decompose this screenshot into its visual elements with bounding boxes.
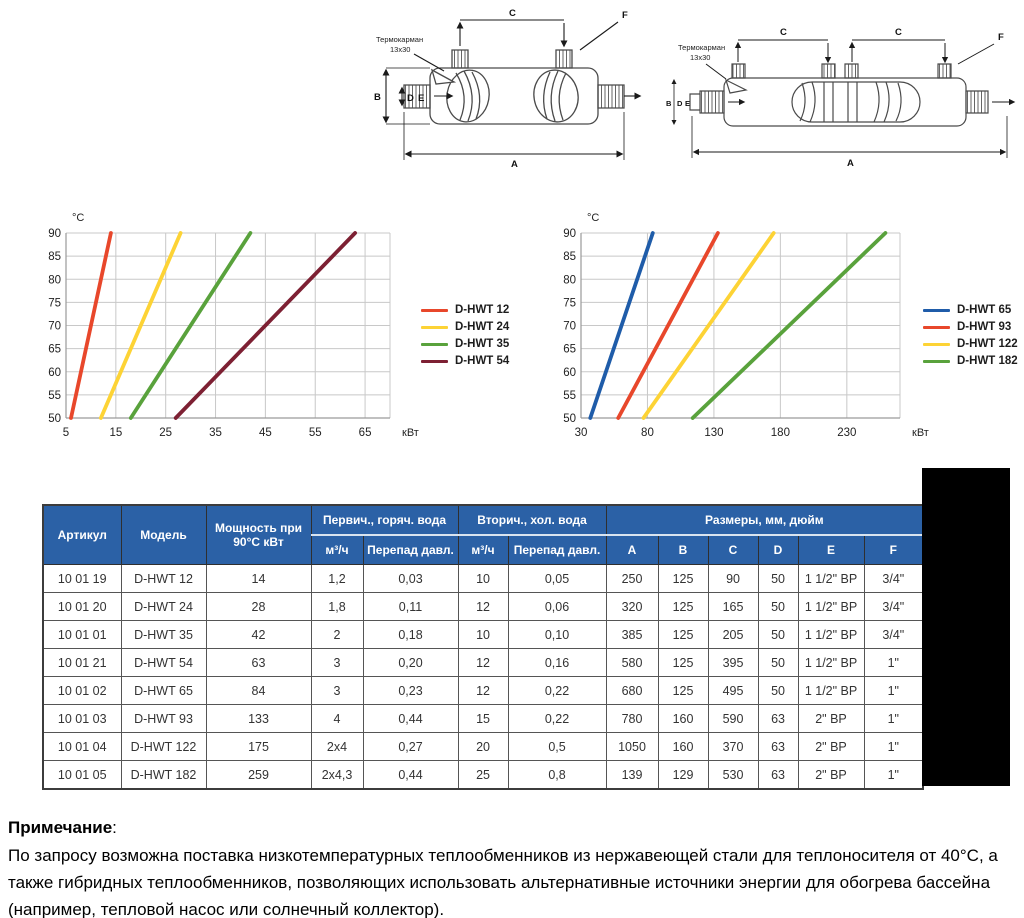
table-cell: 129	[658, 761, 708, 790]
col-header-article: Артикул	[43, 505, 121, 565]
svg-text:55: 55	[48, 389, 61, 402]
note-text: По запросу возможна поставка низкотемпературных теплообменников из нержавеющей стали для теплоносителя от 40°С, а также гибридных теплообменников, позволяющих использовать альтернативные источники энергии для обогрева бассейна (например, тепловой насос или солнечный коллектор).	[8, 846, 998, 918]
col-header-dimensions: Размеры, мм, дюйм	[606, 505, 923, 535]
thermowell-label: Термокарман	[678, 43, 726, 52]
svg-text:70: 70	[563, 320, 576, 333]
table-cell: 125	[658, 621, 708, 649]
legend-item	[923, 339, 1018, 349]
svg-text:35: 35	[209, 427, 222, 439]
table-cell: 2" ВР	[798, 733, 864, 761]
svg-text:°С: °С	[72, 212, 85, 224]
table-cell: 370	[708, 733, 758, 761]
svg-text:80: 80	[563, 274, 576, 287]
table-cell: 90	[708, 565, 758, 593]
svg-text:65: 65	[358, 427, 372, 439]
table-cell: 1 1/2" ВР	[798, 677, 864, 705]
note-colon: :	[112, 818, 117, 837]
svg-text:50: 50	[48, 413, 61, 425]
table-cell: 3	[311, 677, 363, 705]
vessel-body-drawing	[404, 50, 624, 125]
svg-text:75: 75	[48, 297, 61, 310]
performance-chart-small-models	[40, 203, 440, 443]
table-cell: 2	[311, 621, 363, 649]
col-header-flow-secondary: м³/ч	[458, 535, 508, 565]
legend-label: D-HWT 93	[957, 321, 1012, 333]
legend-line-sample	[421, 309, 448, 312]
table-cell: 495	[708, 677, 758, 705]
table-cell: 63	[758, 761, 798, 790]
svg-text:80: 80	[48, 274, 61, 287]
note-title: Примечание	[8, 818, 113, 837]
table-cell: 10 01 21	[43, 649, 121, 677]
col-header-d: D	[758, 535, 798, 565]
table-cell: D-HWT 182	[121, 761, 206, 790]
table-cell: 2" ВР	[798, 705, 864, 733]
table-cell: 205	[708, 621, 758, 649]
legend-line-sample	[923, 326, 950, 329]
table-cell: 20	[458, 733, 508, 761]
dim-label-b: B	[374, 92, 381, 103]
table-row	[43, 649, 923, 677]
table-cell: 63	[206, 649, 311, 677]
table-cell: 10	[458, 621, 508, 649]
table-cell: 3/4"	[864, 565, 923, 593]
table-cell: 0,22	[508, 677, 606, 705]
table-cell: 0,5	[508, 733, 606, 761]
dim-label-e: E	[418, 93, 425, 104]
dim-label-d: D	[677, 99, 683, 108]
table-cell: 3/4"	[864, 593, 923, 621]
legend-line-sample	[923, 309, 950, 312]
performance-chart-large-models	[555, 203, 955, 443]
table-row	[43, 761, 923, 790]
table-cell: 160	[658, 733, 708, 761]
col-header-e: E	[798, 535, 864, 565]
table-cell: 580	[606, 649, 658, 677]
table-cell: 125	[658, 565, 708, 593]
col-header-a: A	[606, 535, 658, 565]
table-cell: D-HWT 65	[121, 677, 206, 705]
table-cell: 1 1/2" ВР	[798, 649, 864, 677]
table-cell: 1"	[864, 733, 923, 761]
table-cell: 12	[458, 649, 508, 677]
table-row	[43, 677, 923, 705]
dim-label-c1: C	[780, 27, 787, 38]
redacted-area	[922, 468, 1010, 786]
table-cell: 0,20	[363, 649, 458, 677]
table-cell: 12	[458, 593, 508, 621]
table-cell: 42	[206, 621, 311, 649]
svg-text:кВт: кВт	[402, 427, 419, 439]
table-cell: 0,03	[363, 565, 458, 593]
table-cell: 0,11	[363, 593, 458, 621]
table-cell: 160	[658, 705, 708, 733]
table-cell: 10 01 19	[43, 565, 121, 593]
table-cell: 4	[311, 705, 363, 733]
table-cell: 50	[758, 593, 798, 621]
dim-label-a: A	[511, 159, 518, 170]
legend-label: D-HWT 65	[957, 304, 1012, 316]
table-cell: 10 01 20	[43, 593, 121, 621]
table-cell: 15	[458, 705, 508, 733]
legend-label: D-HWT 54	[455, 355, 510, 367]
table-cell: 25	[458, 761, 508, 790]
table-cell: 680	[606, 677, 658, 705]
legend-item	[421, 356, 509, 366]
svg-text:230: 230	[837, 427, 857, 439]
svg-text:60: 60	[48, 366, 61, 379]
table-cell: 0,44	[363, 761, 458, 790]
legend-item	[923, 305, 1018, 315]
table-cell: 385	[606, 621, 658, 649]
dim-label-a: A	[847, 158, 854, 169]
table-cell: 14	[206, 565, 311, 593]
svg-text:180: 180	[770, 427, 790, 439]
table-cell: 2" ВР	[798, 761, 864, 790]
table-row	[43, 565, 923, 593]
table-cell: 1"	[864, 705, 923, 733]
svg-text:60: 60	[563, 366, 576, 379]
table-cell: 10 01 01	[43, 621, 121, 649]
table-cell: 590	[708, 705, 758, 733]
table-cell: 175	[206, 733, 311, 761]
dim-label-d: D	[407, 93, 414, 104]
table-cell: 2x4,3	[311, 761, 363, 790]
heat-exchanger-diagram-long	[662, 22, 1022, 170]
spec-table	[42, 504, 924, 790]
table-cell: 139	[606, 761, 658, 790]
svg-text:кВт: кВт	[912, 427, 929, 439]
table-cell: 28	[206, 593, 311, 621]
table-cell: 2x4	[311, 733, 363, 761]
table-cell: 780	[606, 705, 658, 733]
table-cell: 0,06	[508, 593, 606, 621]
svg-text:90: 90	[48, 228, 61, 240]
dim-label-f: F	[622, 10, 628, 21]
table-cell: 320	[606, 593, 658, 621]
table-cell: 1"	[864, 677, 923, 705]
vessel-body-drawing	[690, 64, 988, 126]
legend-line-sample	[421, 360, 448, 363]
thermowell-size: 13х30	[690, 53, 711, 62]
table-cell: 1 1/2" ВР	[798, 565, 864, 593]
table-cell: 395	[708, 649, 758, 677]
table-row	[43, 705, 923, 733]
svg-text:5: 5	[62, 427, 70, 439]
table-cell: 1"	[864, 761, 923, 790]
table-cell: D-HWT 12	[121, 565, 206, 593]
table-cell: 0,05	[508, 565, 606, 593]
table-cell: D-HWT 24	[121, 593, 206, 621]
table-cell: D-HWT 122	[121, 733, 206, 761]
table-row	[43, 733, 923, 761]
col-header-c: C	[708, 535, 758, 565]
table-cell: 84	[206, 677, 311, 705]
legend-line-sample	[421, 326, 448, 329]
col-header-pressure-primary: Перепад давл.	[363, 535, 458, 565]
table-cell: D-HWT 93	[121, 705, 206, 733]
table-cell: 165	[708, 593, 758, 621]
svg-text:75: 75	[563, 297, 576, 310]
table-cell: 50	[758, 565, 798, 593]
table-cell: 0,44	[363, 705, 458, 733]
dim-label-c: C	[509, 8, 516, 19]
svg-text:55: 55	[563, 389, 576, 402]
col-header-secondary-water: Вторич., хол. вода	[458, 505, 606, 535]
table-cell: 1 1/2" ВР	[798, 621, 864, 649]
legend-item	[421, 339, 509, 349]
col-header-primary-water: Первич., горяч. вода	[311, 505, 458, 535]
table-cell: 125	[658, 677, 708, 705]
dim-label-f: F	[998, 32, 1004, 43]
legend-small-models	[421, 305, 509, 366]
svg-text:85: 85	[563, 251, 576, 264]
table-cell: 125	[658, 649, 708, 677]
col-header-flow-primary: м³/ч	[311, 535, 363, 565]
table-cell: 0,8	[508, 761, 606, 790]
table-cell: 3	[311, 649, 363, 677]
note	[8, 818, 1020, 918]
svg-text:130: 130	[704, 427, 724, 439]
table-cell: 0,27	[363, 733, 458, 761]
table-cell: 10 01 04	[43, 733, 121, 761]
svg-text:45: 45	[258, 427, 272, 439]
legend-item	[421, 322, 509, 332]
svg-text:30: 30	[574, 427, 588, 439]
svg-text:55: 55	[308, 427, 322, 439]
svg-text:°С: °С	[587, 212, 600, 224]
table-cell: 125	[658, 593, 708, 621]
table-cell: 250	[606, 565, 658, 593]
legend-label: D-HWT 24	[455, 321, 510, 333]
table-cell: 0,10	[508, 621, 606, 649]
legend-item	[923, 356, 1018, 366]
table-cell: 0,23	[363, 677, 458, 705]
legend-line-sample	[923, 343, 950, 346]
svg-text:50: 50	[563, 413, 576, 425]
heat-exchanger-diagram-short	[352, 4, 642, 172]
col-header-power: Мощность при 90°С кВт	[206, 505, 311, 565]
legend-label: D-HWT 12	[455, 304, 510, 316]
table-cell: 530	[708, 761, 758, 790]
thermowell-label: Термокарман	[376, 35, 424, 44]
table-cell: D-HWT 35	[121, 621, 206, 649]
thermowell-size: 13х30	[390, 45, 411, 54]
table-cell: 50	[758, 621, 798, 649]
dim-label-c2: C	[895, 27, 902, 38]
legend-item	[923, 322, 1018, 332]
svg-text:15: 15	[109, 427, 123, 439]
table-cell: D-HWT 54	[121, 649, 206, 677]
table-cell: 1,8	[311, 593, 363, 621]
svg-text:90: 90	[563, 228, 576, 240]
table-cell: 0,18	[363, 621, 458, 649]
table-cell: 1050	[606, 733, 658, 761]
dim-label-b: B	[666, 99, 672, 108]
table-cell: 1"	[864, 649, 923, 677]
table-cell: 50	[758, 649, 798, 677]
svg-text:80: 80	[641, 427, 654, 439]
table-cell: 10 01 03	[43, 705, 121, 733]
table-row	[43, 593, 923, 621]
svg-text:85: 85	[48, 251, 61, 264]
legend-item	[421, 305, 509, 315]
table-row	[43, 621, 923, 649]
col-header-model: Модель	[121, 505, 206, 565]
svg-text:70: 70	[48, 320, 61, 333]
table-cell: 50	[758, 677, 798, 705]
legend-label: D-HWT 122	[957, 338, 1018, 350]
col-header-b: B	[658, 535, 708, 565]
table-cell: 10 01 02	[43, 677, 121, 705]
dim-label-e: E	[685, 99, 691, 108]
table-cell: 133	[206, 705, 311, 733]
table-cell: 259	[206, 761, 311, 790]
table-cell: 1,2	[311, 565, 363, 593]
table-cell: 63	[758, 705, 798, 733]
col-header-f: F	[864, 535, 923, 565]
table-cell: 10	[458, 565, 508, 593]
table-cell: 63	[758, 733, 798, 761]
svg-text:25: 25	[159, 427, 173, 439]
legend-label: D-HWT 182	[957, 355, 1018, 367]
svg-text:65: 65	[563, 343, 576, 356]
svg-text:65: 65	[48, 343, 61, 356]
table-cell: 10 01 05	[43, 761, 121, 790]
legend-line-sample	[421, 343, 448, 346]
legend-line-sample	[923, 360, 950, 363]
table-cell: 0,22	[508, 705, 606, 733]
legend-label: D-HWT 35	[455, 338, 510, 350]
table-cell: 1 1/2" ВР	[798, 593, 864, 621]
table-cell: 0,16	[508, 649, 606, 677]
col-header-pressure-secondary: Перепад давл.	[508, 535, 606, 565]
table-cell: 12	[458, 677, 508, 705]
legend-large-models	[923, 305, 1018, 366]
table-cell: 3/4"	[864, 621, 923, 649]
